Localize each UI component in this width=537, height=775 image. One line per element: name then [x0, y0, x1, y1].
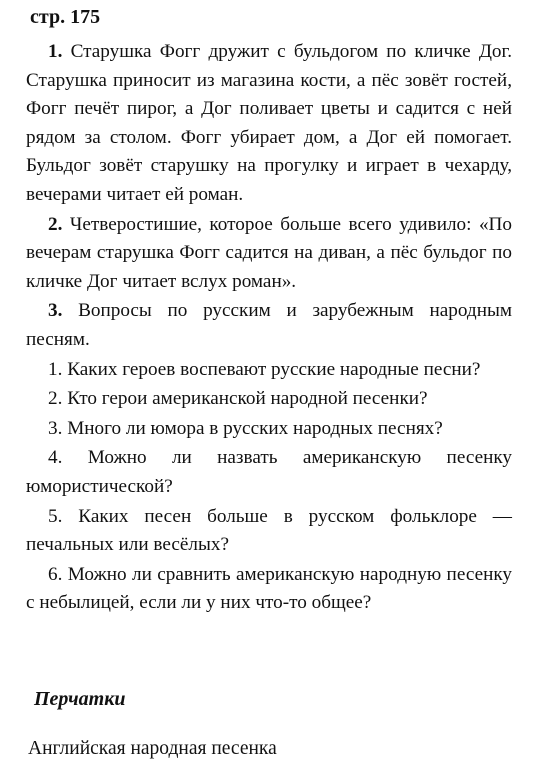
question-5: 5. Каких песен больше в русском фольклоре — печальных или весёлых?: [26, 505, 512, 556]
question-2: 2. Кто герои американской народной песенки?: [48, 388, 428, 410]
question-4: 4. Можно ли назвать американскую песенку юмористической?: [26, 447, 512, 497]
answer-2-text: Четверостишие, которое больше всего удивило: «По вечерам старушка Фогг садится на диван, а пёс бульдог по кличке Дог читает вслух роман».: [26, 213, 513, 292]
question-3: 3. Много ли юмора в русских народных песнях?: [48, 417, 443, 439]
answer-3-text: Вопросы по русским и зарубежным народным песням.: [26, 300, 512, 350]
answer-3: [26, 297, 512, 354]
answer-2-number: 2.: [48, 213, 63, 235]
answer-1-text: Старушка Фогг дружит с бульдогом по кличке Дог. Старушка приносит из магазина кости, а пёс зовёт гостей, Фогг печёт пирог, а Дог поливает цветы и садится с ней рядом за столом. Фогг убирает дом, а Дог ей помогает. Бульдог зовёт старушку на прогулку и играет в чехарду, вечерами читает ей роман.: [26, 41, 512, 205]
answer-1: [26, 38, 512, 210]
answer-1-number: 1.: [48, 41, 63, 62]
question-1: 1. Каких героев воспевают русские народные песни?: [48, 358, 481, 380]
question-6: 6. Можно ли сравнить американскую народную песенку с небылицей, если ли у них что-то общее?: [26, 563, 512, 614]
section-heading: Перчатки: [34, 688, 126, 710]
section-subtitle: Английская народная песенка: [28, 738, 277, 759]
answer-3-number: 3.: [48, 300, 63, 322]
answer-2: [26, 211, 512, 297]
page-reference: стр. 175: [30, 6, 101, 28]
answers-text: [26, 38, 512, 618]
